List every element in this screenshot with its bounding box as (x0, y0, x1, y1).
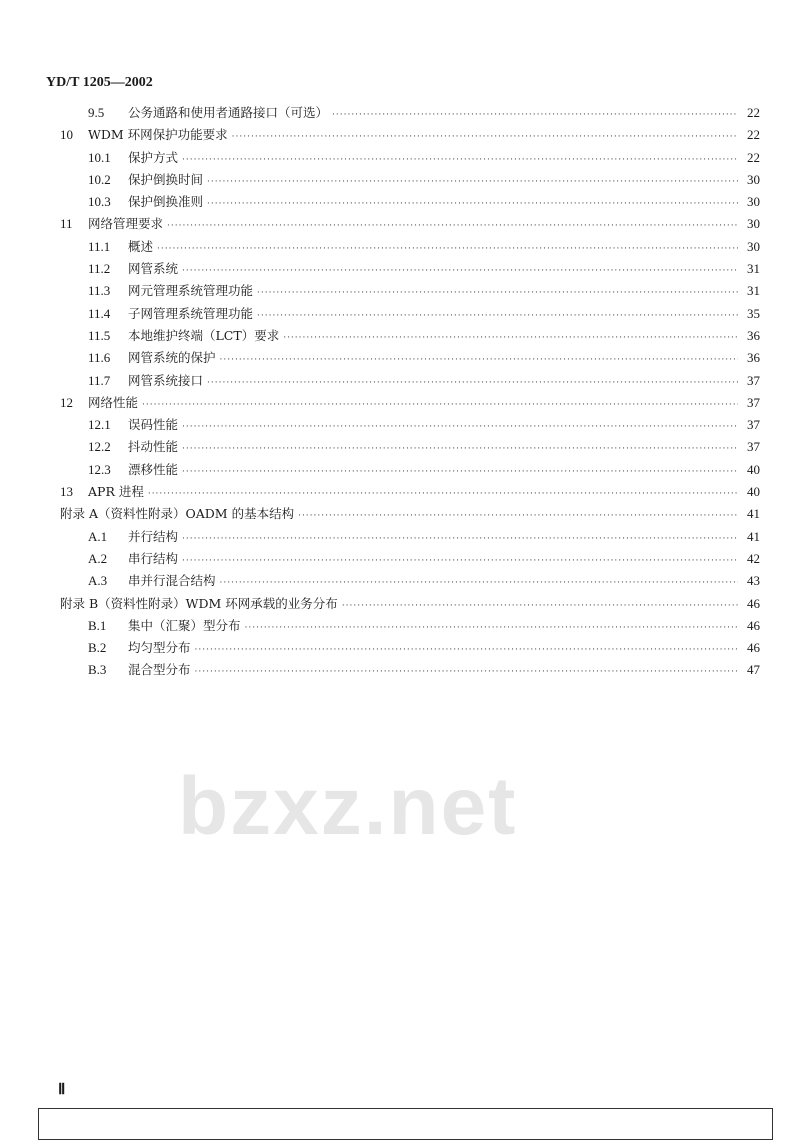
toc-entry-title: 网络性能 (88, 394, 139, 410)
toc-entry[interactable] (60, 571, 760, 593)
toc-entry-page: 41 (747, 528, 760, 544)
dot-leader (220, 578, 738, 588)
toc-entry-title: 漂移性能 (128, 461, 179, 477)
dot-leader (220, 355, 738, 365)
toc-entry-number: B.3 (88, 662, 107, 678)
toc-entry-title: 误码性能 (128, 417, 179, 433)
dot-leader (167, 221, 738, 231)
dot-leader (148, 489, 738, 499)
toc-entry[interactable] (60, 527, 760, 549)
toc-entry-page: 22 (747, 149, 760, 165)
dot-leader (207, 199, 738, 209)
toc-entry-page: 46 (747, 640, 760, 656)
toc-entry-number: 11.3 (88, 283, 111, 299)
toc-entry-page: 43 (747, 573, 760, 589)
toc-entry-title: 网管系统的保护 (128, 350, 216, 366)
toc-entry-number: 10.2 (88, 171, 111, 187)
dot-leader (195, 645, 738, 655)
toc-entry[interactable] (60, 415, 760, 437)
toc-entry[interactable] (60, 281, 760, 303)
toc-entry-page: 40 (747, 461, 760, 477)
toc-entry-title: 保护方式 (128, 149, 179, 165)
dot-leader (195, 667, 738, 677)
toc-entry-page: 35 (747, 305, 760, 321)
toc-entry[interactable] (60, 170, 760, 192)
table-of-contents (60, 103, 760, 683)
toc-entry-title: 附录 B（资料性附录）WDM 环网承载的业务分布 (60, 595, 338, 611)
dot-leader (142, 400, 738, 410)
toc-entry-page: 41 (747, 506, 760, 522)
toc-entry-title: 网元管理系统管理功能 (128, 283, 254, 299)
dot-leader (182, 534, 738, 544)
dot-leader (232, 132, 738, 142)
toc-entry-title: 公务通路和使用者通路接口（可选） (128, 105, 329, 120)
dot-leader (257, 288, 738, 298)
toc-entry-number: A.1 (88, 528, 108, 544)
toc-entry[interactable] (60, 348, 760, 370)
toc-entry-page: 30 (747, 194, 760, 210)
toc-entry-number: 12.1 (88, 417, 111, 433)
dot-leader (182, 422, 738, 432)
dot-leader (245, 623, 738, 633)
toc-entry-number: B.2 (88, 640, 107, 656)
toc-entry[interactable] (60, 460, 760, 482)
dot-leader (332, 110, 738, 120)
dot-leader (182, 266, 738, 276)
toc-entry[interactable] (60, 437, 760, 459)
toc-entry-number: 12.2 (88, 439, 111, 455)
dot-leader (182, 155, 738, 165)
dot-leader (182, 467, 738, 477)
toc-entry-number: A.3 (88, 573, 108, 589)
toc-entry[interactable] (60, 214, 760, 236)
toc-entry-title: 均匀型分布 (128, 640, 191, 656)
toc-entry[interactable] (60, 482, 760, 504)
toc-entry-title: 并行结构 (128, 528, 179, 544)
toc-entry-title: APR 进程 (88, 484, 144, 500)
toc-entry-number: 10 (60, 127, 73, 143)
toc-entry-number: 11.5 (88, 327, 111, 343)
toc-entry[interactable] (60, 393, 760, 415)
toc-entry-number: A.2 (88, 550, 108, 566)
toc-entry[interactable] (60, 594, 760, 616)
toc-entry-page: 37 (747, 372, 760, 388)
dot-leader (283, 333, 738, 343)
toc-entry-page: 46 (747, 617, 760, 633)
toc-entry[interactable] (60, 326, 760, 348)
toc-entry-page: 30 (747, 171, 760, 187)
toc-entry[interactable] (60, 616, 760, 638)
toc-entry-title: 串并行混合结构 (128, 573, 216, 589)
toc-entry-page: 40 (747, 484, 760, 500)
toc-entry[interactable] (60, 638, 760, 660)
toc-entry-title: 概述 (128, 238, 154, 254)
toc-entry[interactable] (60, 125, 760, 147)
toc-entry[interactable] (60, 371, 760, 393)
document-id: YD/T 1205—2002 (46, 75, 153, 90)
toc-entry[interactable] (60, 148, 760, 170)
toc-entry-number: 11 (60, 216, 73, 232)
toc-entry[interactable] (60, 192, 760, 214)
toc-entry-number: 10.3 (88, 194, 111, 210)
dot-leader (207, 378, 738, 388)
toc-entry-page: 30 (747, 238, 760, 254)
dot-leader (298, 511, 738, 521)
toc-entry-page: 42 (747, 550, 760, 566)
toc-entry-number: 12.3 (88, 461, 111, 477)
toc-entry-title: 混合型分布 (128, 662, 191, 678)
toc-entry-page: 37 (747, 417, 760, 433)
toc-entry[interactable] (60, 304, 760, 326)
dot-leader (182, 444, 738, 454)
toc-entry[interactable] (60, 549, 760, 571)
toc-entry-title: 本地维护终端（LCT）要求 (128, 327, 280, 343)
toc-entry-page: 36 (747, 350, 760, 366)
toc-entry[interactable] (60, 259, 760, 281)
toc-entry[interactable] (60, 103, 760, 125)
toc-entry-page: 31 (747, 261, 760, 277)
toc-entry-title: 抖动性能 (128, 439, 179, 455)
toc-entry-title: 保护倒换准则 (128, 194, 204, 210)
toc-entry-number: 12 (60, 394, 73, 410)
toc-entry-title: 子网管理系统管理功能 (128, 305, 254, 321)
toc-entry[interactable] (60, 660, 760, 682)
toc-entry-number: 11.4 (88, 305, 111, 321)
toc-entry-page: 30 (747, 216, 760, 232)
toc-entry-title: 保护倒换时间 (128, 171, 204, 187)
page-number: Ⅱ (58, 1082, 66, 1098)
toc-entry-page: 47 (747, 662, 760, 678)
toc-entry-title: 网络管理要求 (88, 216, 164, 232)
toc-entry-title: 串行结构 (128, 550, 179, 566)
dot-leader (257, 311, 738, 321)
toc-entry-number: 10.1 (88, 149, 111, 165)
dot-leader (342, 601, 738, 611)
dot-leader (182, 556, 738, 566)
toc-entry-page: 37 (747, 394, 760, 410)
footer-box (38, 1108, 773, 1140)
toc-entry-page: 31 (747, 283, 760, 299)
toc-entry-title: 网管系统接口 (128, 372, 204, 388)
toc-entry[interactable] (60, 504, 760, 526)
toc-entry[interactable] (60, 237, 760, 259)
dot-leader (157, 244, 738, 254)
toc-entry-page: 22 (747, 127, 760, 143)
toc-entry-number: 11.7 (88, 372, 111, 388)
toc-entry-title: WDM 环网保护功能要求 (88, 127, 228, 143)
toc-entry-number: 9.5 (88, 105, 105, 120)
toc-entry-title: 附录 A（资料性附录）OADM 的基本结构 (60, 506, 295, 522)
toc-entry-page: 36 (747, 327, 760, 343)
toc-entry-number: 11.1 (88, 238, 111, 254)
watermark: bzxz.net (178, 761, 518, 852)
toc-entry-page: 22 (747, 105, 760, 120)
toc-entry-number: 13 (60, 484, 73, 500)
toc-entry-page: 46 (747, 595, 760, 611)
toc-entry-number: 11.6 (88, 350, 111, 366)
toc-entry-page: 37 (747, 439, 760, 455)
toc-entry-title: 集中（汇聚）型分布 (128, 617, 241, 633)
dot-leader (207, 177, 738, 187)
toc-entry-title: 网管系统 (128, 261, 179, 277)
toc-entry-number: 11.2 (88, 261, 111, 277)
toc-entry-number: B.1 (88, 617, 107, 633)
